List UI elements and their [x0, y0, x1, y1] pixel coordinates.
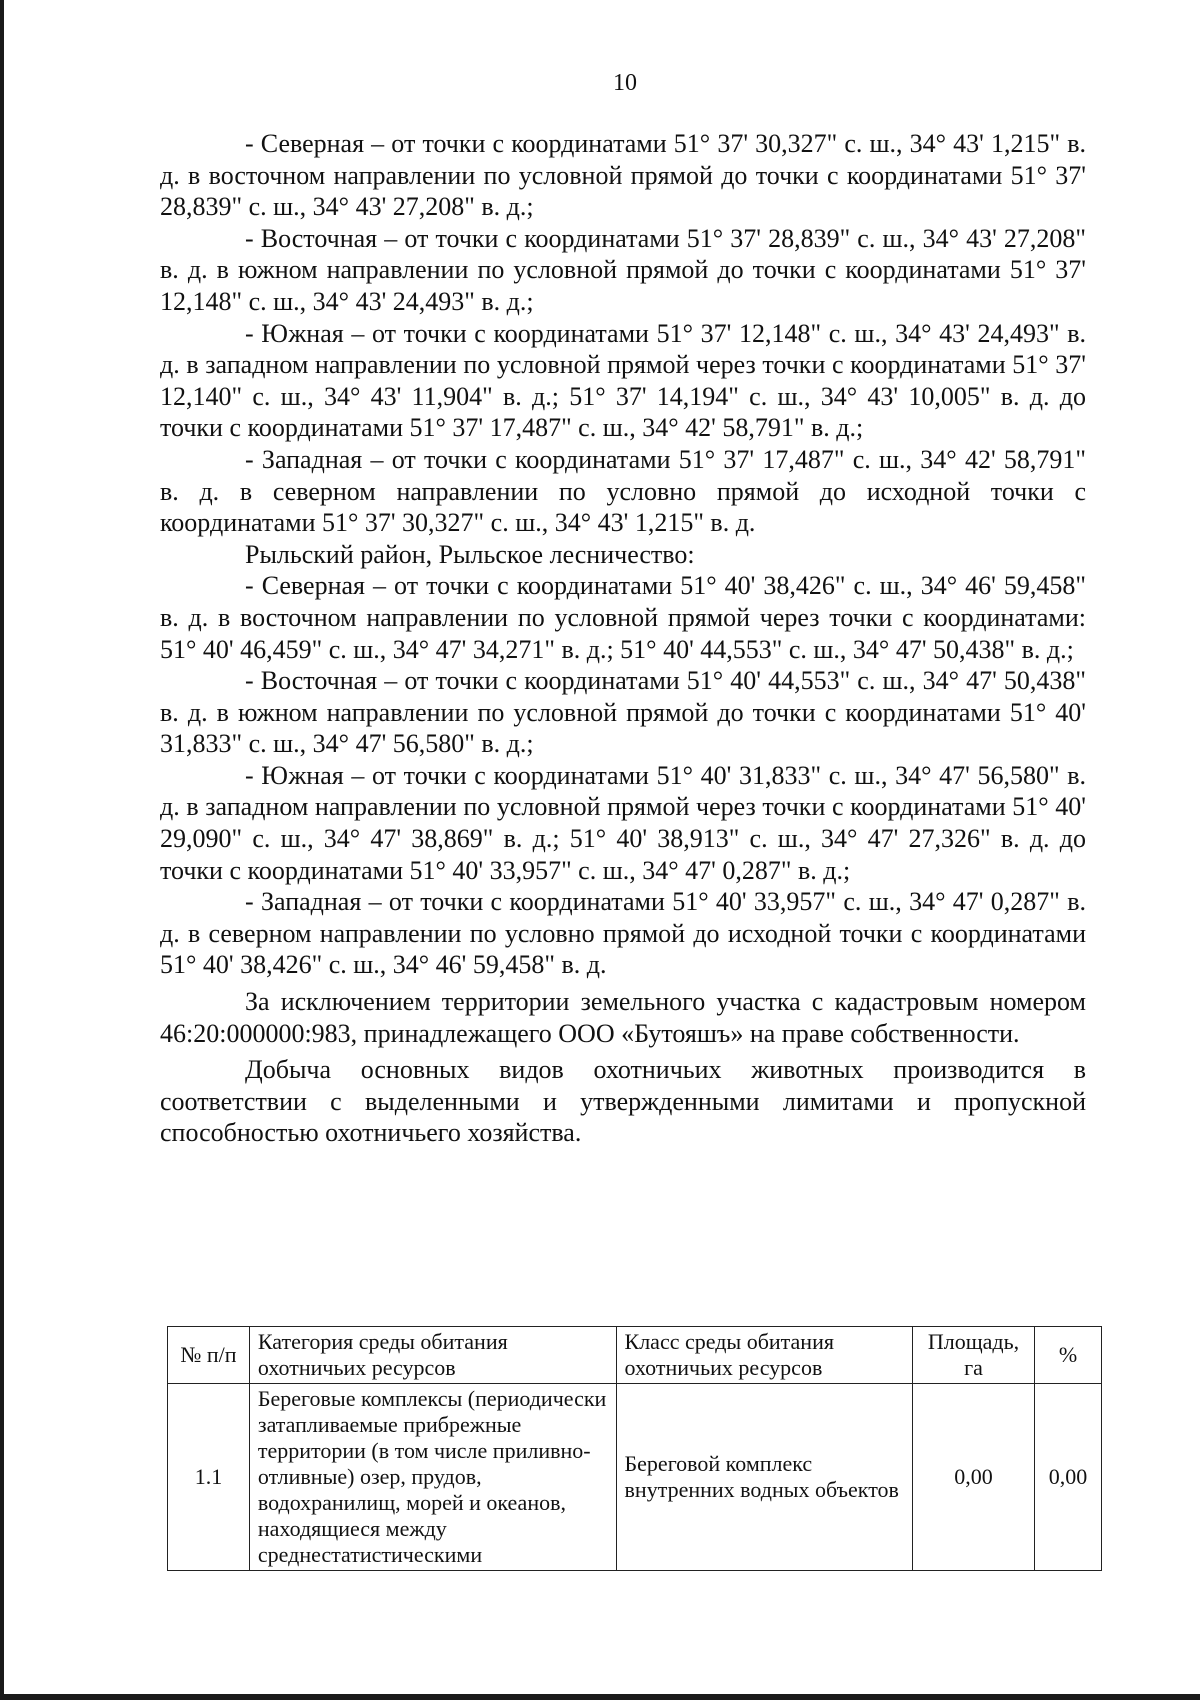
- cell-area: 0,00: [913, 1384, 1035, 1571]
- paragraph-rylsk-boundary-south: - Южная – от точки с координатами 51° 40' 31,833" с. ш., 34° 47' 56,580" в. д. в западном направлении по условной прямой через точки с координатами 51° 40' 29,090" с. ш., 34° 47' 38,869" в. д.; 51° 40' 38,913" с. ш., 34° 47' 27,326" в. д. до точки с координатами 51° 40' 33,957" с. ш., 34° 47' 0,287" в. д.;: [160, 760, 1086, 885]
- paragraph-boundary-west: - Западная – от точки с координатами 51° 37' 17,487" с. ш., 34° 42' 58,791" в. д. в северном направлении по условно прямой до исходной точки с координатами 51° 37' 30,327" с. ш., 34° 43' 1,215" в. д.: [160, 444, 1086, 538]
- header-num: № п/п: [168, 1327, 250, 1384]
- paragraph-district-heading: Рыльский район, Рыльское лесничество:: [245, 539, 695, 569]
- paragraph-rylsk-boundary-west: - Западная – от точки с координатами 51° 40' 33,957" с. ш., 34° 47' 0,287" в. д. в северном направлении по условно прямой до исходной точки с координатами 51° 40' 38,426" с. ш., 34° 46' 59,458" в. д.: [160, 887, 1086, 980]
- scan-edge-left: [0, 0, 4, 1700]
- cell-num: 1.1: [168, 1384, 250, 1571]
- scan-edge-bottom: [0, 1694, 1200, 1700]
- habitat-table: [167, 1326, 1102, 1571]
- paragraph-exclusion: За исключением территории земельного участка с кадастровым номером 46:20:000000:983, принадлежащего ООО «Бутояшъ» на праве собственности.: [160, 987, 1086, 1048]
- paragraph-hunting-limits: Добыча основных видов охотничьих животных производится в соответствии с выделенными и утвержденными лимитами и пропускной способностью охотничьего хозяйства.: [160, 1055, 1086, 1148]
- page-number: 10: [613, 70, 637, 96]
- header-category: Категория среды обитания охотничьих ресурсов: [249, 1327, 616, 1384]
- document-body: [160, 128, 1086, 1149]
- cell-category: Береговые комплексы (периодически затапливаемые прибрежные территории (в том числе приливно-отливные) озер, прудов, водохранилищ, морей и океанов, находящиеся между среднестатистическими: [249, 1384, 616, 1571]
- paragraph-rylsk-boundary-east: - Восточная – от точки с координатами 51° 40' 44,553" с. ш., 34° 47' 50,438" в. д. в южном направлении по условной прямой до точки с координатами 51° 40' 31,833" с. ш., 34° 47' 56,580" в. д.;: [160, 666, 1086, 759]
- cell-percent: 0,00: [1035, 1384, 1102, 1571]
- header-percent: %: [1035, 1327, 1102, 1384]
- header-class: Класс среды обитания охотничьих ресурсов: [616, 1327, 913, 1384]
- table-row: [168, 1384, 1102, 1571]
- paragraph-boundary-south: - Южная – от точки с координатами 51° 37' 12,148" с. ш., 34° 43' 24,493" в. д. в западном направлении по условной прямой через точки с координатами 51° 37' 12,140" с. ш., 34° 43' 11,904" в. д.; 51° 37' 14,194" с. ш., 34° 43' 10,005" в. д. до точки с координатами 51° 37' 17,487" с. ш., 34° 42' 58,791" в. д.;: [160, 318, 1086, 443]
- paragraph-rylsk-boundary-north: - Северная – от точки с координатами 51° 40' 38,426" с. ш., 34° 46' 59,458" в. д. в восточном направлении по условной прямой через точки с координатами: 51° 40' 46,459" с. ш., 34° 47' 34,271" в. д.; 51° 40' 44,553" с. ш., 34° 47' 50,438" в. д.;: [160, 571, 1086, 664]
- table-header-row: [168, 1327, 1102, 1384]
- header-area: Площадь, га: [913, 1327, 1035, 1384]
- paragraph-boundary-north: - Северная – от точки с координатами 51° 37' 30,327" с. ш., 34° 43' 1,215" в. д. в восточном направлении по условной прямой до точки с координатами 51° 37' 28,839" с. ш., 34° 43' 27,208" в. д.;: [160, 129, 1086, 222]
- habitat-table-wrapper: [167, 1326, 1102, 1571]
- cell-class: Береговой комплекс внутренних водных объектов: [616, 1384, 913, 1571]
- paragraph-boundary-east: - Восточная – от точки с координатами 51° 37' 28,839" с. ш., 34° 43' 27,208" в. д. в южном направлении по условной прямой до точки с координатами 51° 37' 12,148" с. ш., 34° 43' 24,493" в. д.;: [160, 223, 1086, 316]
